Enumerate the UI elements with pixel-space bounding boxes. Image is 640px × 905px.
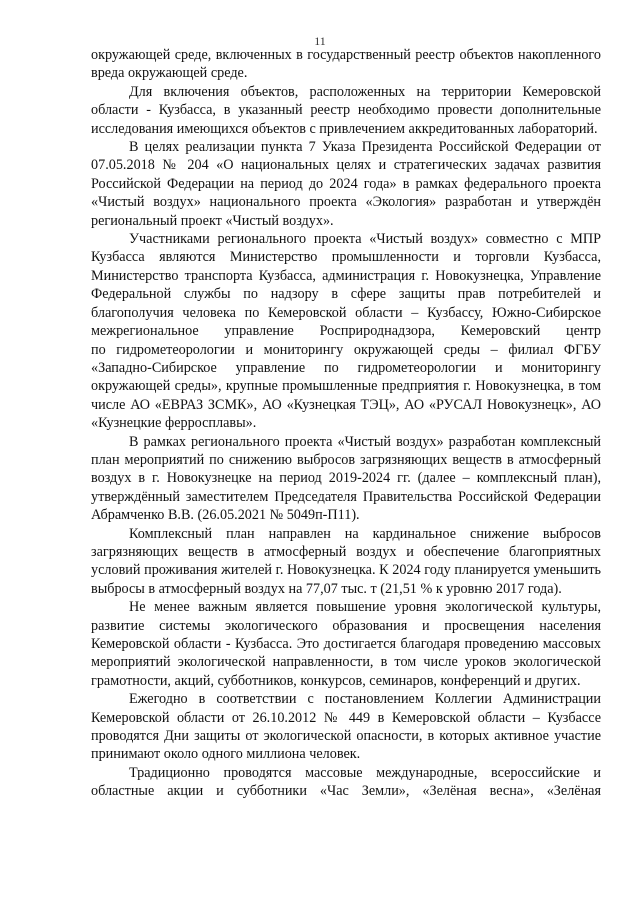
paragraph-clean-air-project: В целях реализации пункта 7 Указа Президента Российской Федерации от 07.05.2018 № 204 «О национальных целях и стратегических задачах развития Российской Федерации на период до 2024 года» в рамках федерального проекта «Чистый воздух» национального проекта «Экология» разработан и утверждён региональный проект «Чистый воздух». (91, 139, 601, 229)
paragraph-ecology-days: Ежегодно в соответствии с постановлением Коллегии Администрации Кемеровской области от 26.10.2012 № 449 в Кемеровской области – Кузбассе проводятся Дни защиты от экологической опасности, в которых активное участие принимают около одного миллиона человек. (91, 691, 601, 763)
paragraph-participants: Участниками регионального проекта «Чистый воздух» совместно с МПР Кузбасса являются Министерство промышленности и торговли Кузбасса, Министерство транспорта Кузбасса, администрация г. Новокузнецка, Управление Федеральной службы по надзору в сфере защиты прав потребителей и благополучия человека по Кемеровской области – Кузбассу, Южно-Сибирское межрегиональное управление Росприроднадзора, Кемеровский центр (91, 231, 601, 340)
paragraph-emission-reduction: Комплексный план направлен на кардинальное снижение выбросов загрязняющих веществ в атмосферный воздух и обеспечение благоприятных условий проживания жителей г. Новокузнецка. К 2024 году планируется уменьшить выбросы в атмосферный воздух на 77,07 тыс. т (21,51 % к уровню 2017 года). (91, 525, 601, 597)
document-body (91, 46, 601, 801)
paragraph-ecological-culture: Не менее важным является повышение уровня экологической культуры, развитие системы экологического образования и просвещения населения Кемеровской области - Кузбасса. Это достигается благодаря проведению массовых мероприятий экологической направленности, в том числе уроков экологической грамотности, акций, субботников, конкурсов, семинаров, конференций и других. (91, 599, 601, 689)
page-number: 11 (314, 34, 326, 48)
paragraph-continuation: окружающей среде, включенных в государственный реестр объектов накопленного вреда окружающей среде. (91, 47, 601, 82)
paragraph-annual-actions: Традиционно проводятся массовые международные, всероссийские и областные акции и субботники «Час Земли», «Зелёная весна», «Зелёная (91, 764, 601, 800)
paragraph-complex-plan: В рамках регионального проекта «Чистый воздух» разработан комплексный план мероприятий по снижению выбросов загрязняющих веществ в атмосферный воздух в г. Новокузнецке на период 2019-2024 гг. (далее – комплексный план), утверждённый заместителем Председателя Правительства Российской Федерации Абрамченко В.В. (26.05.2021 № 5049п-П11). (91, 433, 601, 524)
paragraph-registry: Для включения объектов, расположенных на территории Кемеровской области - Кузбасса, в указанный реестр необходимо провести дополнительные исследования имеющихся объектов с привлечением аккредитованных лабораторий. (91, 83, 601, 137)
paragraph-participants-continued: по гидрометеорологии и мониторингу окружающей среды – филиал ФГБУ «Западно-Сибирское управление по гидрометеорологии и мониторингу окружающей среды», крупные промышленные предприятия г. Новокузнецка, в том числе АО «ЕВРАЗ ЗСМК», АО «Кузнецкая ТЭЦ», АО «РУСАЛ Новокузнецк», АО «Кузнецкие ферросплавы». (91, 341, 601, 432)
